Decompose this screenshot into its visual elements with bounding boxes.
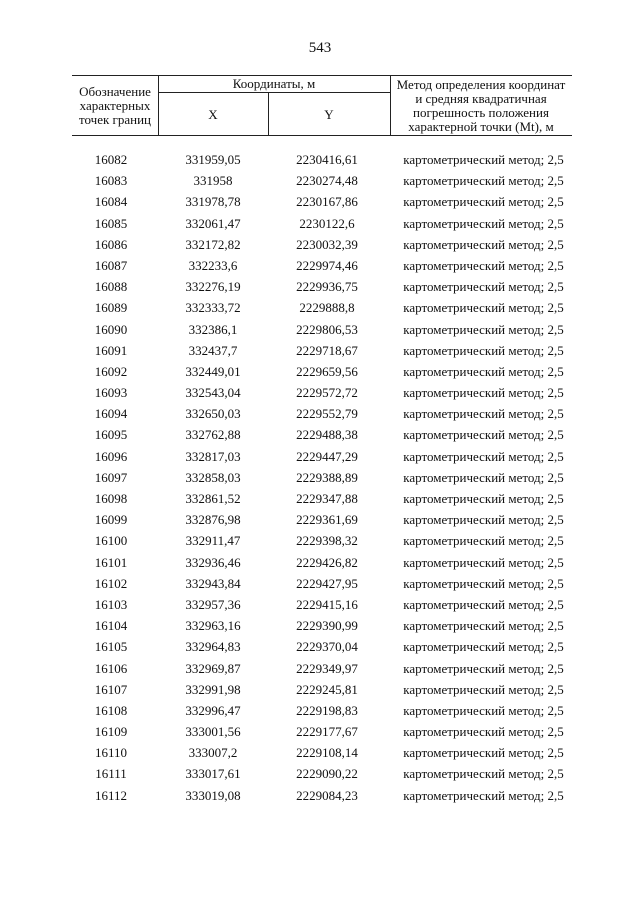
header-col-method-line: характерной точки (Mt), м xyxy=(408,119,554,134)
x-coordinate-cell: 331978,78 xyxy=(185,194,241,210)
method-cell: картометрический метод; 2,5 xyxy=(403,618,564,634)
table-row xyxy=(72,785,572,806)
x-coordinate-cell: 332963,16 xyxy=(185,618,241,634)
table-row xyxy=(72,679,572,700)
table-row xyxy=(72,234,572,255)
y-coordinate-cell: 2229659,56 xyxy=(296,363,358,379)
x-coordinate-cell: 332991,98 xyxy=(185,681,241,697)
method-cell: картометрический метод; 2,5 xyxy=(403,173,564,189)
table-row xyxy=(72,594,572,615)
point-id-cell: 16107 xyxy=(94,681,128,697)
point-id-cell: 16090 xyxy=(94,321,128,337)
y-coordinate-cell: 2229427,95 xyxy=(296,575,358,591)
x-coordinate-cell: 333001,56 xyxy=(185,724,241,740)
point-id-cell: 16112 xyxy=(94,787,128,803)
x-coordinate-cell: 332543,04 xyxy=(185,385,241,401)
table-row xyxy=(72,636,572,657)
table-row xyxy=(72,488,572,509)
point-id-cell: 16101 xyxy=(94,554,128,570)
y-coordinate-cell: 2229447,29 xyxy=(296,448,358,464)
x-coordinate-cell: 332858,03 xyxy=(185,469,241,485)
coordinates-table-body xyxy=(72,149,572,806)
x-coordinate-cell: 332911,47 xyxy=(185,533,241,549)
header-col-id-line: Обозначение xyxy=(79,84,151,99)
y-coordinate-cell: 2229390,99 xyxy=(296,618,358,634)
method-cell: картометрический метод; 2,5 xyxy=(403,596,564,612)
table-row xyxy=(72,424,572,445)
point-id-cell: 16084 xyxy=(94,194,128,210)
method-cell: картометрический метод; 2,5 xyxy=(403,787,564,803)
table-row xyxy=(72,170,572,191)
header-col-y: Y xyxy=(324,107,334,122)
table-row xyxy=(72,403,572,424)
x-coordinate-cell: 332437,7 xyxy=(188,342,238,358)
point-id-cell: 16110 xyxy=(94,745,128,761)
y-coordinate-cell: 2229572,72 xyxy=(296,385,358,401)
method-cell: картометрический метод; 2,5 xyxy=(403,152,564,167)
point-id-cell: 16098 xyxy=(94,491,128,506)
point-id-cell: 16088 xyxy=(94,279,128,295)
method-cell: картометрический метод; 2,5 xyxy=(403,385,564,401)
method-cell: картометрический метод; 2,5 xyxy=(403,702,564,718)
method-cell: картометрический метод; 2,5 xyxy=(403,279,564,295)
y-coordinate-cell: 2230416,61 xyxy=(296,152,358,167)
method-cell: картометрический метод; 2,5 xyxy=(403,342,564,358)
method-cell: картометрический метод; 2,5 xyxy=(403,448,564,464)
method-cell: картометрический метод; 2,5 xyxy=(403,300,564,316)
x-coordinate-cell: 331959,05 xyxy=(185,152,241,167)
table-row xyxy=(72,552,572,573)
method-cell: картометрический метод; 2,5 xyxy=(403,766,564,782)
point-id-cell: 16100 xyxy=(94,533,128,549)
point-id-cell: 16086 xyxy=(94,236,128,252)
method-cell: картометрический метод; 2,5 xyxy=(403,406,564,422)
point-id-cell: 16104 xyxy=(94,618,128,634)
table-row xyxy=(72,721,572,742)
method-cell: картометрический метод; 2,5 xyxy=(403,491,564,506)
header-coords: Координаты, м xyxy=(232,76,316,91)
table-row xyxy=(72,276,572,297)
y-coordinate-cell: 2229718,67 xyxy=(296,342,358,358)
method-cell: картометрический метод; 2,5 xyxy=(403,554,564,570)
y-coordinate-cell: 2229361,69 xyxy=(296,512,358,528)
x-coordinate-cell: 332449,01 xyxy=(185,363,241,379)
table-row xyxy=(72,467,572,488)
table-row xyxy=(72,446,572,467)
x-coordinate-cell: 332233,6 xyxy=(188,257,238,273)
x-coordinate-cell: 332061,47 xyxy=(185,215,241,231)
x-coordinate-cell: 332333,72 xyxy=(185,300,241,316)
x-coordinate-cell: 332957,36 xyxy=(185,596,241,612)
y-coordinate-cell: 2229349,97 xyxy=(296,660,358,676)
header-bottom-rule xyxy=(72,135,572,136)
x-coordinate-cell: 331958 xyxy=(193,173,233,189)
table-row xyxy=(72,382,572,403)
table-row xyxy=(72,763,572,784)
point-id-cell: 16111 xyxy=(95,766,127,782)
x-coordinate-cell: 332386,1 xyxy=(188,321,238,337)
x-coordinate-cell: 332817,03 xyxy=(185,448,241,464)
y-coordinate-cell: 2229245,81 xyxy=(296,681,358,697)
header-col-id-line: характерных xyxy=(79,98,151,113)
method-cell: картометрический метод; 2,5 xyxy=(403,469,564,485)
point-id-cell: 16085 xyxy=(94,215,128,231)
y-coordinate-cell: 2229388,89 xyxy=(296,469,358,485)
point-id-cell: 16092 xyxy=(94,363,128,379)
x-coordinate-cell: 332943,84 xyxy=(185,575,241,591)
y-coordinate-cell: 2229177,67 xyxy=(296,724,358,740)
y-coordinate-cell: 2229370,04 xyxy=(296,639,358,655)
header-col-method-line: Метод определения координат xyxy=(396,77,566,92)
y-coordinate-cell: 2229347,88 xyxy=(296,491,358,506)
method-cell: картометрический метод; 2,5 xyxy=(403,533,564,549)
table-row xyxy=(72,700,572,721)
coords-divider-rule xyxy=(158,92,390,93)
table-row xyxy=(72,615,572,636)
table-row xyxy=(72,255,572,276)
header-col-id xyxy=(72,85,158,127)
x-coordinate-cell: 332276,19 xyxy=(185,279,241,295)
method-cell: картометрический метод; 2,5 xyxy=(403,427,564,443)
method-cell: картометрический метод; 2,5 xyxy=(403,257,564,273)
y-coordinate-cell: 2229488,38 xyxy=(296,427,358,443)
header-col-method xyxy=(390,78,572,134)
method-cell: картометрический метод; 2,5 xyxy=(403,681,564,697)
point-id-cell: 16093 xyxy=(94,385,128,401)
point-id-cell: 16108 xyxy=(94,702,128,718)
y-coordinate-cell: 2229398,32 xyxy=(296,533,358,549)
header-col-x: X xyxy=(208,107,218,122)
x-coordinate-cell: 332861,52 xyxy=(185,491,241,506)
x-coordinate-cell: 332936,46 xyxy=(185,554,241,570)
point-id-cell: 16103 xyxy=(94,596,128,612)
table-row xyxy=(72,191,572,212)
y-coordinate-cell: 2229806,53 xyxy=(296,321,358,337)
point-id-cell: 16082 xyxy=(94,152,128,167)
x-coordinate-cell: 332762,88 xyxy=(185,427,241,443)
method-cell: картометрический метод; 2,5 xyxy=(403,745,564,761)
point-id-cell: 16109 xyxy=(94,724,128,740)
y-coordinate-cell: 2230274,48 xyxy=(296,173,358,189)
method-cell: картометрический метод; 2,5 xyxy=(403,660,564,676)
y-coordinate-cell: 2229108,14 xyxy=(296,745,358,761)
y-coordinate-cell: 2229936,75 xyxy=(296,279,358,295)
point-id-cell: 16091 xyxy=(94,342,128,358)
header-col-id-line: точек границ xyxy=(78,112,152,127)
method-cell: картометрический метод; 2,5 xyxy=(403,194,564,210)
point-id-cell: 16106 xyxy=(94,660,128,676)
point-id-cell: 16095 xyxy=(94,427,128,443)
x-coordinate-cell: 333019,08 xyxy=(185,787,241,803)
method-cell: картометрический метод; 2,5 xyxy=(403,639,564,655)
method-cell: картометрический метод; 2,5 xyxy=(403,236,564,252)
table-row xyxy=(72,319,572,340)
point-id-cell: 16087 xyxy=(94,257,128,273)
table-row xyxy=(72,509,572,530)
table-row xyxy=(72,340,572,361)
y-coordinate-cell: 2229084,23 xyxy=(296,787,358,803)
y-coordinate-cell: 2229198,83 xyxy=(296,702,358,718)
y-coordinate-cell: 2229426,82 xyxy=(296,554,358,570)
method-cell: картометрический метод; 2,5 xyxy=(403,321,564,337)
method-cell: картометрический метод; 2,5 xyxy=(403,724,564,740)
x-coordinate-cell: 332996,47 xyxy=(185,702,241,718)
y-coordinate-cell: 2229974,46 xyxy=(296,257,358,273)
header-top-rule xyxy=(72,75,572,76)
point-id-cell: 16083 xyxy=(94,173,128,189)
x-coordinate-cell: 333017,61 xyxy=(185,766,241,782)
y-coordinate-cell: 2230122,6 xyxy=(299,215,355,231)
point-id-cell: 16089 xyxy=(94,300,128,316)
point-id-cell: 16102 xyxy=(94,575,128,591)
x-coordinate-cell: 332876,98 xyxy=(185,512,241,528)
method-cell: картометрический метод; 2,5 xyxy=(403,363,564,379)
table-row xyxy=(72,361,572,382)
point-id-cell: 16097 xyxy=(94,469,128,485)
table-row xyxy=(72,530,572,551)
page-number: 543 xyxy=(308,40,332,56)
point-id-cell: 16099 xyxy=(94,512,128,528)
method-cell: картометрический метод; 2,5 xyxy=(403,215,564,231)
x-coordinate-cell: 332650,03 xyxy=(185,406,241,422)
x-coordinate-cell: 333007,2 xyxy=(188,745,238,761)
method-cell: картометрический метод; 2,5 xyxy=(403,575,564,591)
method-cell: картометрический метод; 2,5 xyxy=(403,512,564,528)
y-coordinate-cell: 2229552,79 xyxy=(296,406,358,422)
header-col-method-line: и средняя квадратичная xyxy=(415,91,547,106)
table-row xyxy=(72,213,572,234)
y-coordinate-cell: 2229090,22 xyxy=(296,766,358,782)
table-row xyxy=(72,149,572,170)
y-coordinate-cell: 2229415,16 xyxy=(296,596,358,612)
point-id-cell: 16094 xyxy=(94,406,128,422)
x-coordinate-cell: 332172,82 xyxy=(185,236,241,252)
table-row xyxy=(72,658,572,679)
x-coordinate-cell: 332969,87 xyxy=(185,660,241,676)
x-coordinate-cell: 332964,83 xyxy=(185,639,241,655)
table-row xyxy=(72,297,572,318)
y-coordinate-cell: 2229888,8 xyxy=(299,300,355,316)
point-id-cell: 16096 xyxy=(94,448,128,464)
y-coordinate-cell: 2230167,86 xyxy=(296,194,358,210)
header-col-method-line: погрешность положения xyxy=(413,105,549,120)
table-row xyxy=(72,573,572,594)
point-id-cell: 16105 xyxy=(94,639,128,655)
y-coordinate-cell: 2230032,39 xyxy=(296,236,358,252)
table-row xyxy=(72,742,572,763)
